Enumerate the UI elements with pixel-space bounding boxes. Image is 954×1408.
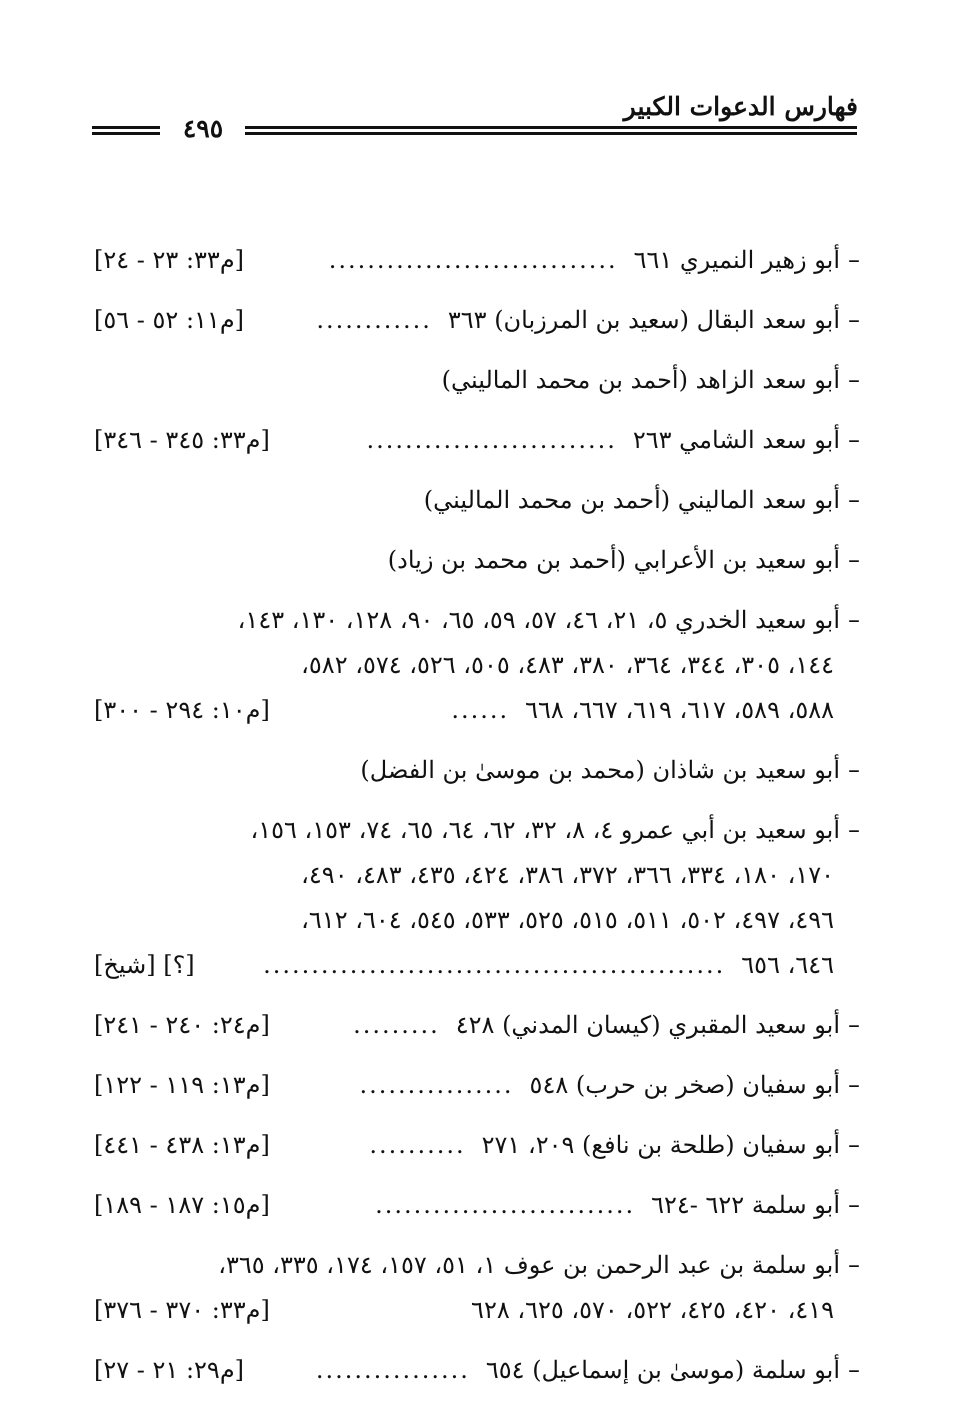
entry-dash: – bbox=[848, 756, 860, 784]
index-entry-line bbox=[94, 688, 860, 733]
entry-text-group bbox=[443, 688, 834, 733]
entry-reference: [م١٥: ١٨٧ - ١٨٩] bbox=[94, 1191, 270, 1219]
entry-text: أبو سعد الزاهد (أحمد بن محمد الماليني) bbox=[441, 366, 840, 394]
entry-text-group bbox=[238, 598, 860, 643]
entry-text-group bbox=[255, 943, 834, 988]
index-entry-line bbox=[94, 418, 860, 463]
index-entry-line bbox=[94, 298, 860, 343]
index-entry-line bbox=[94, 598, 860, 643]
entry-dash: – bbox=[848, 366, 860, 394]
entry-text-group bbox=[218, 1243, 860, 1288]
entry-text-group bbox=[471, 1288, 834, 1333]
entry-text: أبو سعيد بن أبي عمرو ٤، ٨، ٣٢، ٦٢، ٦٤، ٦٥، ٧٤، ١٥٣، ١٥٦، bbox=[250, 816, 840, 844]
index-entry-line bbox=[94, 238, 860, 283]
index-entry bbox=[94, 1003, 860, 1048]
entry-reference: [م١٣: ٤٣٨ - ٤٤١] bbox=[94, 1131, 270, 1159]
entry-text: أبو سعيد المقبري (كيسان المدني) ٤٢٨ bbox=[455, 1011, 840, 1039]
entry-dash: – bbox=[848, 1071, 860, 1099]
entry-reference: [م٢٩: ٢١ - ٢٧] bbox=[94, 1356, 245, 1384]
index-entry bbox=[94, 298, 860, 343]
entry-text: ١٧٠، ١٨٠، ٣٣٤، ٣٦٦، ٣٧٢، ٣٨٦، ٤٢٤، ٤٣٥، ٤٨٣، ٤٩٠، bbox=[301, 861, 834, 889]
entry-text: أبو سعيد الخدري ٥، ٢١، ٤٦، ٥٧، ٥٩، ٦٥، ٩٠، ١٢٨، ١٣٠، ١٤٣، bbox=[237, 606, 840, 634]
entry-text-group bbox=[301, 898, 834, 943]
entry-text: أبو سعد الماليني (أحمد بن محمد الماليني) bbox=[423, 486, 840, 514]
entry-reference: [؟] [شيخ] bbox=[94, 951, 195, 979]
entry-text: أبو سعد الشامي ٢٦٣ bbox=[632, 426, 840, 454]
index-entry bbox=[94, 1183, 860, 1228]
entry-text: أبو زهير النميري ٦٦١ bbox=[633, 246, 840, 274]
entry-text: ٥٨٨، ٥٨٩، ٦١٧، ٦١٩، ٦٦٧، ٦٦٨ bbox=[525, 696, 834, 724]
running-header-title: فهارس الدعوات الكبير bbox=[623, 92, 858, 121]
entry-reference: [م١١: ٥٢ - ٥٦] bbox=[94, 306, 245, 334]
leader-dots: ................................................ bbox=[263, 951, 726, 979]
entry-reference: [م٣٣: ٣٧٠ - ٣٧٦] bbox=[94, 1296, 270, 1324]
entry-dash: – bbox=[848, 816, 860, 844]
index-entry-line bbox=[94, 538, 860, 583]
index-entry-line bbox=[94, 1288, 860, 1333]
index-entry-line bbox=[94, 1123, 860, 1168]
entry-dash: – bbox=[848, 1131, 860, 1159]
entry-reference: [م١٠: ٢٩٤ - ٣٠٠] bbox=[94, 696, 270, 724]
leader-dots: ......... bbox=[353, 1011, 440, 1039]
page-number: ٤٩٥ bbox=[182, 114, 224, 143]
entry-reference: [م٣٣: ٣٤٥ - ٣٤٦] bbox=[94, 426, 270, 454]
entry-text: ٦٤٦، ٦٥٦ bbox=[741, 951, 834, 979]
entry-text-group bbox=[424, 478, 860, 523]
entry-dash: – bbox=[848, 306, 860, 334]
entry-text: ٤١٩، ٤٢٠، ٤٢٥، ٥٢٢، ٥٧٠، ٦٢٥، ٦٢٨ bbox=[471, 1296, 834, 1324]
header-double-rule bbox=[245, 126, 857, 135]
entry-text-group bbox=[367, 1183, 860, 1228]
index-entry-line bbox=[94, 943, 860, 988]
entry-text: أبو سلمة ٦٢٢ -٦٢٤ bbox=[651, 1191, 840, 1219]
entry-text-group bbox=[301, 853, 834, 898]
leader-dots: .............................. bbox=[328, 246, 618, 274]
index-entry-line bbox=[94, 1348, 860, 1393]
entry-dash: – bbox=[848, 246, 860, 274]
index-entry-line bbox=[94, 1003, 860, 1048]
leader-dots: ................ bbox=[359, 1071, 514, 1099]
entry-text-group bbox=[442, 358, 860, 403]
entry-dash: – bbox=[848, 1191, 860, 1219]
entry-dash: – bbox=[848, 486, 860, 514]
entry-dash: – bbox=[848, 546, 860, 574]
leader-dots: ................ bbox=[315, 1356, 470, 1384]
index-entry bbox=[94, 538, 860, 583]
entry-text-group bbox=[308, 1348, 860, 1393]
index-entry bbox=[94, 478, 860, 523]
entry-dash: – bbox=[848, 426, 860, 454]
leader-dots: ........................... bbox=[375, 1191, 636, 1219]
index-entry-line bbox=[94, 853, 860, 898]
index-entry-line bbox=[94, 1063, 860, 1108]
entry-dash: – bbox=[848, 606, 860, 634]
leader-dots: .......... bbox=[369, 1131, 466, 1159]
entry-text: أبو سعد البقال (سعيد بن المرزبان) ٣٦٣ bbox=[447, 306, 840, 334]
index-entry bbox=[94, 418, 860, 463]
header-double-rule-short bbox=[92, 126, 160, 135]
entry-reference: [م١٣: ١١٩ - ١٢٢] bbox=[94, 1071, 270, 1099]
index-entry-line bbox=[94, 358, 860, 403]
index-entry-line bbox=[94, 898, 860, 943]
index-entry-line bbox=[94, 808, 860, 853]
index-entry bbox=[94, 1063, 860, 1108]
entry-text-group bbox=[360, 748, 860, 793]
entry-text-group bbox=[345, 1003, 860, 1048]
entry-text-group bbox=[388, 538, 860, 583]
entry-text: أبو سلمة بن عبد الرحمن بن عوف ١، ٥١، ١٥٧، ١٧٤، ٣٣٥، ٣٦٥، bbox=[218, 1251, 840, 1279]
entry-text-group bbox=[321, 238, 860, 283]
index-entry bbox=[94, 358, 860, 403]
index-entry-line bbox=[94, 1183, 860, 1228]
entry-text: أبو سعيد بن شاذان (محمد بن موسىٰ بن الفضل) bbox=[360, 756, 840, 784]
entry-text: أبو سلمة (موسىٰ بن إسماعيل) ٦٥٤ bbox=[485, 1356, 840, 1384]
index-entry bbox=[94, 598, 860, 733]
index-entry-line bbox=[94, 478, 860, 523]
entry-text: ١٤٤، ٣٠٥، ٣٤٤، ٣٦٤، ٣٨٠، ٤٨٣، ٥٠٥، ٥٢٦، ٥٧٤، ٥٨٢، bbox=[301, 651, 834, 679]
leader-dots: ...... bbox=[451, 696, 510, 724]
index-entry bbox=[94, 1243, 860, 1333]
index-entry-line bbox=[94, 643, 860, 688]
entry-text-group bbox=[250, 808, 860, 853]
entry-dash: – bbox=[848, 1356, 860, 1384]
index-entry-line bbox=[94, 748, 860, 793]
entry-text-group bbox=[301, 643, 834, 688]
entry-text: أبو سفيان (صخر بن حرب) ٥٤٨ bbox=[529, 1071, 840, 1099]
entry-dash: – bbox=[848, 1011, 860, 1039]
index-entry bbox=[94, 808, 860, 988]
entry-text-group bbox=[308, 298, 860, 343]
index-list bbox=[94, 238, 860, 1408]
entry-text: أبو سفيان (طلحة بن نافع) ٢٠٩، ٢٧١ bbox=[481, 1131, 840, 1159]
index-entry bbox=[94, 748, 860, 793]
entry-reference: [م٢٤: ٢٤٠ - ٢٤١] bbox=[94, 1011, 270, 1039]
entry-text-group bbox=[358, 418, 860, 463]
entry-reference: [م٣٣: ٢٣ - ٢٤] bbox=[94, 246, 245, 274]
index-entry bbox=[94, 1123, 860, 1168]
entry-text-group bbox=[351, 1063, 860, 1108]
index-entry-line bbox=[94, 1243, 860, 1288]
entry-dash: – bbox=[848, 1251, 860, 1279]
index-entry bbox=[94, 238, 860, 283]
index-entry bbox=[94, 1348, 860, 1393]
leader-dots: .......................... bbox=[366, 426, 617, 454]
entry-text: ٤٩٦، ٤٩٧، ٥٠٢، ٥١١، ٥١٥، ٥٢٥، ٥٣٣، ٥٤٥، ٦٠٤، ٦١٢، bbox=[301, 906, 834, 934]
entry-text: أبو سعيد بن الأعرابي (أحمد بن محمد بن زياد) bbox=[387, 546, 840, 574]
leader-dots: ............ bbox=[316, 306, 432, 334]
entry-text-group bbox=[361, 1123, 860, 1168]
